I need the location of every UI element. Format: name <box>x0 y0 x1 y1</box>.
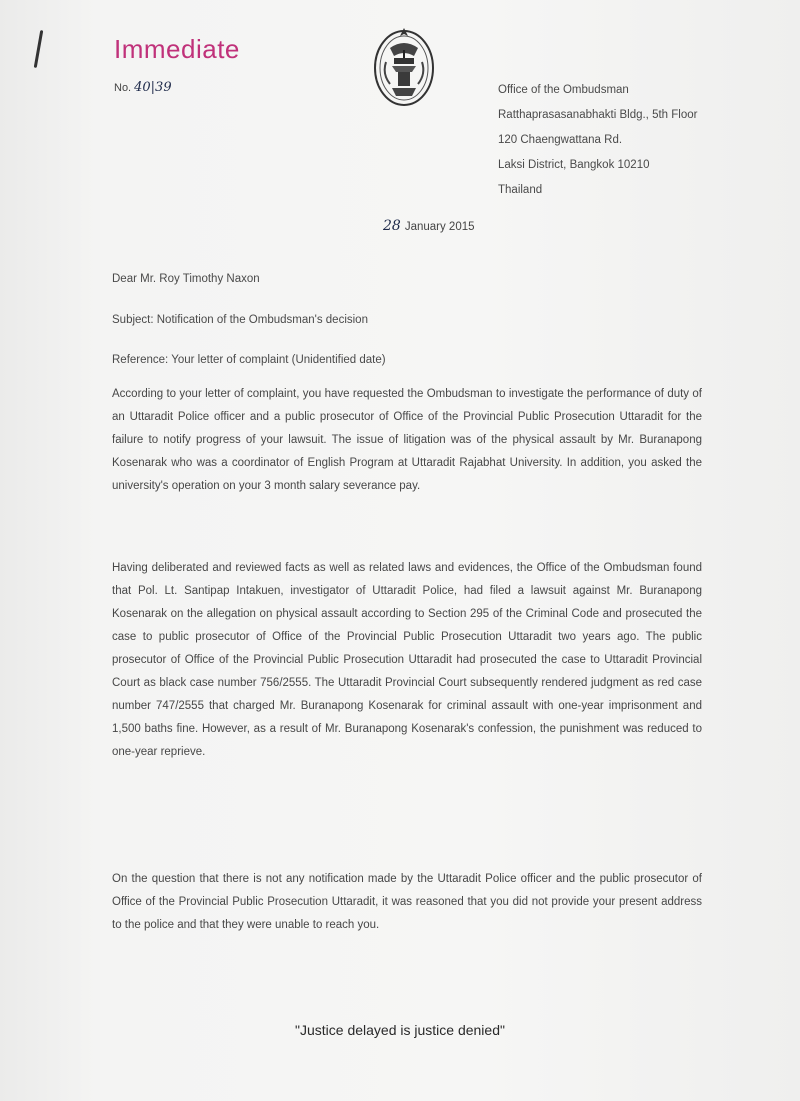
sender-address <box>498 78 697 203</box>
reference-number-handwritten: 40|39 <box>134 80 172 95</box>
date-month-year: January 2015 <box>404 221 475 233</box>
body-paragraph-2: Having deliberated and reviewed facts as well as related laws and evidences, the Office of the Ombudsman found that Pol. Lt. Santipap Intakuen, investigator of Uttaradit Police, had filed a lawsuit against Mr. Buranapong Kosenarak on the allegation on physical assault according to Section 295 of the Criminal Code and prosecuted the case to public prosecutor of Office of the Provincial Public Prosecution Uttaradit two years ago. The public prosecutor of Office of the Provincial Public Prosecution Uttaradit had prosecuted the case to Uttaradit Provincial Court as black case number 756/2555. The Uttaradit Provincial Court subsequently rendered judgment as red case number 747/2555 that charged Mr. Buranapong Kosenarak for criminal assault with one-year imprisonment and 1,500 baths fine. However, as a result of Mr. Buranapong Kosenarak's confession, the punishment was reduced to one-year reprieve. <box>112 562 702 758</box>
footer-quote: "Justice delayed is justice denied" <box>295 1022 505 1038</box>
reference-line: Reference: Your letter of complaint (Unidentified date) <box>112 354 386 366</box>
address-line: Thailand <box>498 184 543 196</box>
letter-date <box>383 218 475 234</box>
date-day: 28 <box>383 218 401 234</box>
salutation: Dear Mr. Roy Timothy Naxon <box>112 273 260 285</box>
address-line: Ratthaprasasanabhakti Bldg., 5th Floor <box>498 109 698 121</box>
address-line: Laksi District, Bangkok 10210 <box>498 159 650 171</box>
address-line: Office of the Ombudsman <box>498 84 629 96</box>
reference-number-prefix: No. <box>114 82 132 94</box>
immediate-stamp: Immediate <box>114 34 240 64</box>
garuda-emblem-icon <box>368 22 440 110</box>
reference-number <box>114 80 172 95</box>
subject-line: Subject: Notification of the Ombudsman's decision <box>112 314 368 326</box>
body-paragraph-3: On the question that there is not any notification made by the Uttaradit Police officer and the public prosecutor of Office of the Provincial Public Prosecution Uttaradit, it was reasoned that you did not provide your present address to the police and that they were unable to reach you. <box>112 873 702 931</box>
pen-mark <box>34 30 44 68</box>
address-line: 120 Chaengwattana Rd. <box>498 134 623 146</box>
body-paragraph-1: According to your letter of complaint, you have requested the Ombudsman to investigate the performance of duty of an Uttaradit Police officer and a public prosecutor of Office of the Provincial Public Prosecution Uttaradit for the failure to notify progress of your lawsuit. The issue of litigation was of the physical assault by Mr. Buranapong Kosenarak who was a coordinator of English Program at Uttaradit Rajabhat University. In addition, you asked the university's operation on your 3 month salary severance pay. <box>112 388 702 492</box>
